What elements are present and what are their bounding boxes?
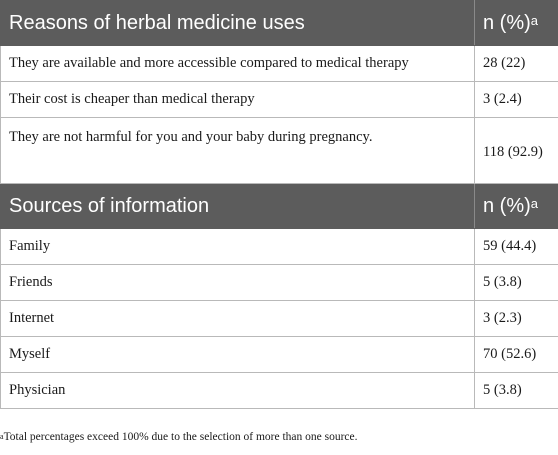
row-value: 3 (2.4): [475, 82, 558, 118]
table-row: [1, 229, 558, 265]
table-row: [1, 301, 558, 337]
row-label: They are available and more accessible compared to medical therapy: [1, 46, 475, 82]
table-row: [1, 373, 558, 409]
column-header-n-percent: n (%)$^a$: [475, 184, 558, 229]
row-label: Internet: [1, 301, 475, 337]
section-title: Reasons of herbal medicine uses: [1, 1, 475, 46]
row-label: Their cost is cheaper than medical therapy: [1, 82, 475, 118]
section-header-reasons: [1, 1, 558, 46]
table-row: [1, 265, 558, 301]
row-label: Myself: [1, 337, 475, 373]
footnote-text: Total percentages exceed 100% due to the selection of more than one source.: [3, 431, 358, 443]
table-footnote: [0, 430, 558, 445]
row-value: 5 (3.8): [475, 373, 558, 409]
row-value: 5 (3.8): [475, 265, 558, 301]
row-label: They are not harmful for you and your baby during pregnancy.: [1, 118, 475, 184]
table-row: [1, 118, 558, 184]
footnote-marker: a: [530, 12, 539, 28]
row-value: 118 (92.9): [475, 118, 558, 184]
section-title: Sources of information: [1, 184, 475, 229]
row-label: Physician: [1, 373, 475, 409]
row-value: 70 (52.6): [475, 337, 558, 373]
row-label: Family: [1, 229, 475, 265]
footnote-marker: a: [0, 432, 4, 441]
table-row: [1, 82, 558, 118]
row-value: 59 (44.4): [475, 229, 558, 265]
row-value: 28 (22): [475, 46, 558, 82]
row-label: Friends: [1, 265, 475, 301]
section-header-sources: [1, 184, 558, 229]
table-row: [1, 46, 558, 82]
footnote-marker: a: [530, 195, 539, 211]
row-value: 3 (2.3): [475, 301, 558, 337]
column-header-n-percent: n (%)$^a$: [475, 1, 558, 46]
table-row: [1, 337, 558, 373]
